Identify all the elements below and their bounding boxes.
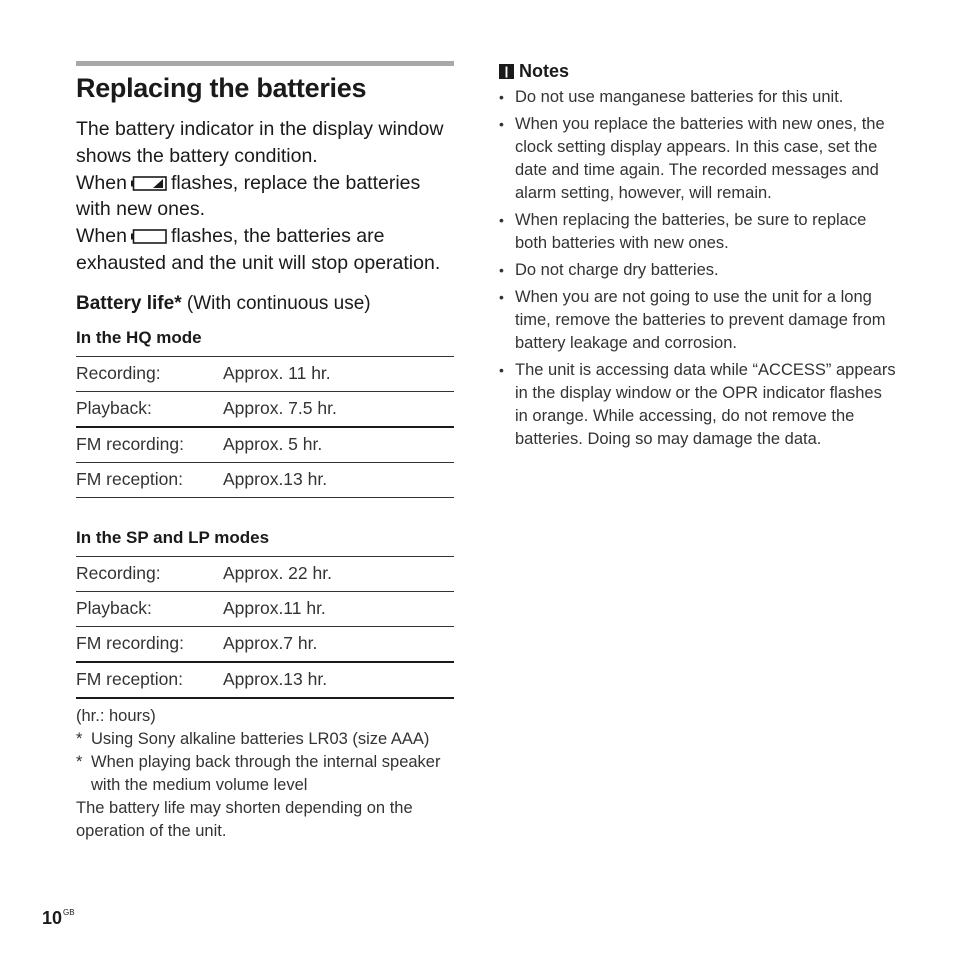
battery-low-icon xyxy=(131,176,167,191)
list-item xyxy=(499,113,899,205)
row-label: Playback: xyxy=(76,598,152,619)
bullet: • xyxy=(499,362,504,378)
note-text: Do not use manganese batteries for this unit. xyxy=(515,88,844,106)
asterisk: * xyxy=(76,752,83,771)
bullet: • xyxy=(499,212,504,228)
bullet: • xyxy=(499,262,504,278)
intro-when-2: When xyxy=(76,225,127,248)
row-value: Approx. 22 hr. xyxy=(223,563,332,584)
row-value: Approx. 11 hr. xyxy=(223,363,331,384)
note-icon: ❙ xyxy=(499,64,514,79)
table-row xyxy=(76,391,454,427)
list-item xyxy=(499,209,899,255)
table-row xyxy=(76,356,454,391)
row-value: Approx. 5 hr. xyxy=(223,434,323,455)
units-note: (hr.: hours) xyxy=(76,706,156,725)
page-number-suffix: GB xyxy=(63,908,75,917)
hq-mode-table xyxy=(76,356,454,498)
battery-empty-icon xyxy=(131,229,167,244)
left-column xyxy=(76,61,454,843)
row-label: FM reception: xyxy=(76,669,183,690)
intro-text-2: flashes, replace the batteries with new ones. xyxy=(76,171,421,221)
footnote-text: Using Sony alkaline batteries LR03 (size AAA) xyxy=(91,729,430,748)
battery-life-heading-bold: Battery life* xyxy=(76,292,182,314)
intro-text-3: flashes, the batteries are exhausted and the unit will stop operation. xyxy=(76,225,441,274)
table-row xyxy=(76,462,454,497)
table-row xyxy=(76,662,454,698)
list-item xyxy=(499,86,899,109)
table-row xyxy=(76,556,454,591)
row-label: FM recording: xyxy=(76,633,184,654)
row-label: Recording: xyxy=(76,563,161,584)
footnote-text: When playing back through the internal speaker with the medium volume level xyxy=(91,752,441,794)
footnote-2 xyxy=(76,751,454,797)
table-row xyxy=(76,626,454,662)
right-column xyxy=(499,61,899,455)
intro-when-1: When xyxy=(76,171,127,194)
notes-list xyxy=(499,86,899,451)
row-value: Approx.7 hr. xyxy=(223,633,318,654)
footnotes xyxy=(76,705,454,843)
table-row xyxy=(76,427,454,463)
page-number xyxy=(42,908,75,929)
note-text: The unit is accessing data while “ACCESS” appears in the display window or the OPR indicator flashes in orange. While accessing, do not remove the batteries. Doing so may damage the data. xyxy=(515,361,896,448)
intro-text-1: The battery indicator in the display window shows the battery condition. xyxy=(76,118,444,167)
footnote-1 xyxy=(76,728,454,751)
row-label: Playback: xyxy=(76,398,152,419)
bullet: • xyxy=(499,89,504,105)
note-text: When you are not going to use the unit for a long time, remove the batteries to prevent damage from battery leakage and corrosion. xyxy=(515,288,886,352)
list-item xyxy=(499,359,899,451)
note-text: When you replace the batteries with new ones, the clock setting display appears. In this case, set the date and time again. The recorded messages and alarm setting, however, will remain. xyxy=(515,115,885,202)
hq-mode-heading: In the HQ mode xyxy=(76,327,202,347)
battery-life-heading xyxy=(76,293,454,315)
row-value: Approx.13 hr. xyxy=(223,669,328,690)
page-number-value: 10 xyxy=(42,908,63,928)
note-text: When replacing the batteries, be sure to replace both batteries with new ones. xyxy=(515,211,867,252)
row-value: Approx.11 hr. xyxy=(223,598,326,619)
row-label: FM reception: xyxy=(76,469,183,490)
bullet: • xyxy=(499,116,504,132)
table-row xyxy=(76,591,454,626)
row-value: Approx.13 hr. xyxy=(223,469,328,490)
intro-paragraph xyxy=(76,116,454,277)
sp-lp-mode-heading: In the SP and LP modes xyxy=(76,527,270,547)
list-item xyxy=(499,286,899,355)
sp-lp-mode-table xyxy=(76,556,454,699)
row-label: Recording: xyxy=(76,363,161,384)
row-value: Approx. 7.5 hr. xyxy=(223,398,337,419)
asterisk: * xyxy=(76,729,83,748)
battery-life-heading-rest: (With continuous use) xyxy=(181,292,371,314)
closing-note: The battery life may shorten depending on the operation of the unit. xyxy=(76,798,413,840)
list-item xyxy=(499,259,899,282)
notes-heading-label: Notes xyxy=(519,61,570,81)
notes-heading xyxy=(499,61,899,82)
note-text: Do not charge dry batteries. xyxy=(515,261,719,279)
row-label: FM recording: xyxy=(76,434,184,455)
title-rule xyxy=(76,61,454,66)
page-title: Replacing the batteries xyxy=(76,73,367,103)
bullet: • xyxy=(499,289,504,305)
